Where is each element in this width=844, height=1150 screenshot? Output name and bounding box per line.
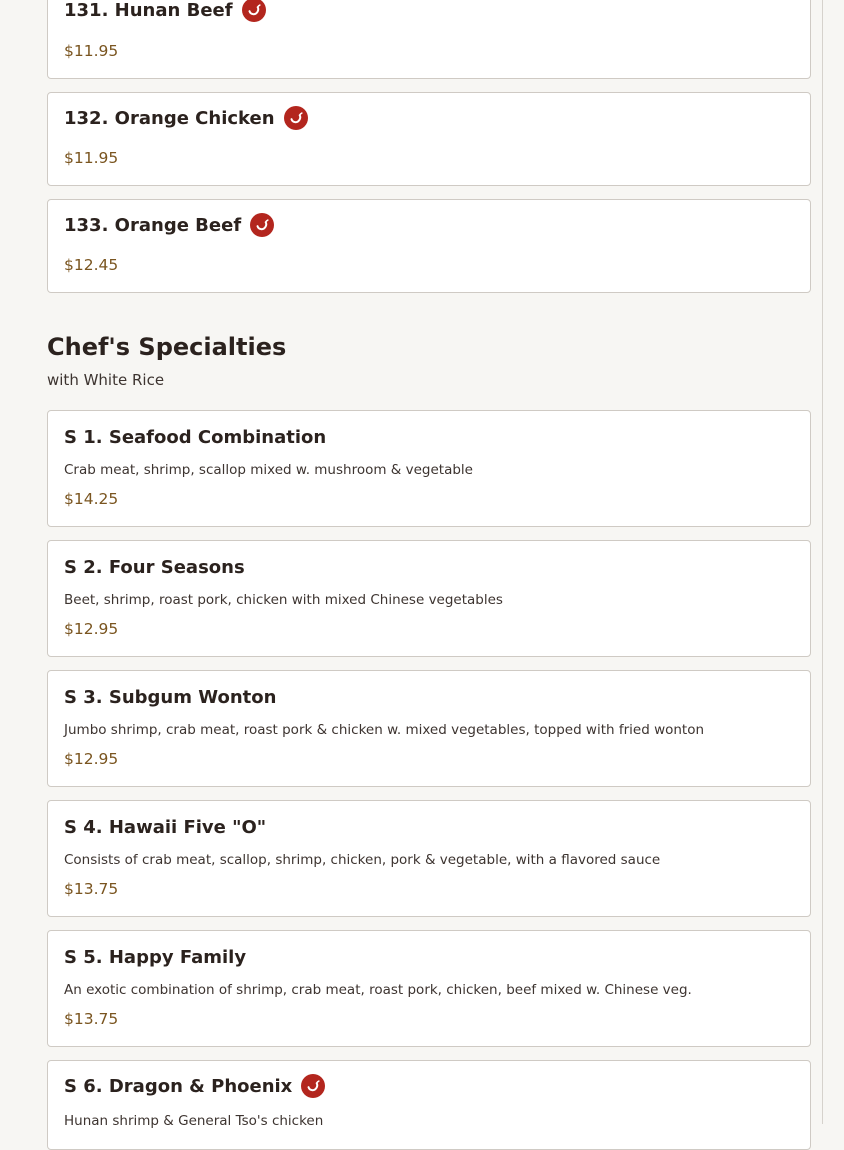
section-title: Chef's Specialties bbox=[47, 333, 287, 361]
menu-item-title bbox=[64, 947, 246, 968]
menu-item-price: $11.95 bbox=[64, 42, 119, 60]
menu-item-title bbox=[64, 557, 245, 578]
menu-item-price: $13.75 bbox=[64, 880, 119, 898]
menu-item-description: Hunan shrimp & General Tso's chicken bbox=[64, 1113, 324, 1129]
menu-item-title bbox=[64, 213, 274, 237]
menu-item-name: 132. Orange Chicken bbox=[64, 107, 275, 129]
menu-item-card[interactable] bbox=[47, 92, 811, 186]
menu-item-description: Jumbo shrimp, crab meat, roast pork & chicken w. mixed vegetables, topped with fried wonton bbox=[64, 722, 705, 738]
menu-item-description: Consists of crab meat, scallop, shrimp, chicken, pork & vegetable, with a flavored sauce bbox=[64, 852, 661, 868]
menu-item-card[interactable] bbox=[47, 540, 811, 657]
chili-pepper-icon bbox=[242, 0, 266, 22]
menu-item-name: S 1. Seafood Combination bbox=[64, 427, 327, 448]
menu-item-card[interactable] bbox=[47, 0, 811, 79]
menu-item-card[interactable] bbox=[47, 410, 811, 527]
menu-item-card[interactable] bbox=[47, 670, 811, 787]
menu-item-title bbox=[64, 427, 326, 448]
menu-item-description: An exotic combination of shrimp, crab meat, roast pork, chicken, beef mixed w. Chinese veg. bbox=[64, 982, 692, 998]
menu-item-title bbox=[64, 1074, 325, 1098]
menu-item-name: S 4. Hawaii Five "O" bbox=[64, 817, 267, 838]
chili-pepper-icon bbox=[250, 213, 274, 237]
chili-pepper-icon bbox=[301, 1074, 325, 1098]
menu-item-description: Beet, shrimp, roast pork, chicken with mixed Chinese vegetables bbox=[64, 592, 503, 608]
menu-item-card[interactable] bbox=[47, 1060, 811, 1150]
menu-item-price: $12.45 bbox=[64, 256, 119, 274]
menu-item-name: 133. Orange Beef bbox=[64, 214, 242, 236]
menu-item-name: S 5. Happy Family bbox=[64, 947, 247, 968]
menu-item-title bbox=[64, 0, 266, 22]
menu-item-description: Crab meat, shrimp, scallop mixed w. mushroom & vegetable bbox=[64, 462, 473, 478]
menu-item-title bbox=[64, 106, 308, 130]
menu-item-price: $12.95 bbox=[64, 750, 119, 768]
menu-item-title bbox=[64, 687, 276, 708]
section-subtitle: with White Rice bbox=[47, 371, 165, 389]
menu-item-name: S 6. Dragon & Phoenix bbox=[64, 1075, 293, 1097]
menu-item-price: $13.75 bbox=[64, 1010, 119, 1028]
menu-item-card[interactable] bbox=[47, 800, 811, 917]
menu-item-card[interactable] bbox=[47, 930, 811, 1047]
menu-item-name: 131. Hunan Beef bbox=[64, 0, 233, 21]
menu-item-name: S 2. Four Seasons bbox=[64, 557, 245, 578]
menu-item-price: $11.95 bbox=[64, 149, 119, 167]
menu-item-price: $12.95 bbox=[64, 620, 119, 638]
menu-item-price: $14.25 bbox=[64, 490, 119, 508]
menu-item-card[interactable] bbox=[47, 199, 811, 293]
menu-item-name: S 3. Subgum Wonton bbox=[64, 687, 277, 708]
menu-item-title bbox=[64, 817, 266, 838]
chili-pepper-icon bbox=[284, 106, 308, 130]
